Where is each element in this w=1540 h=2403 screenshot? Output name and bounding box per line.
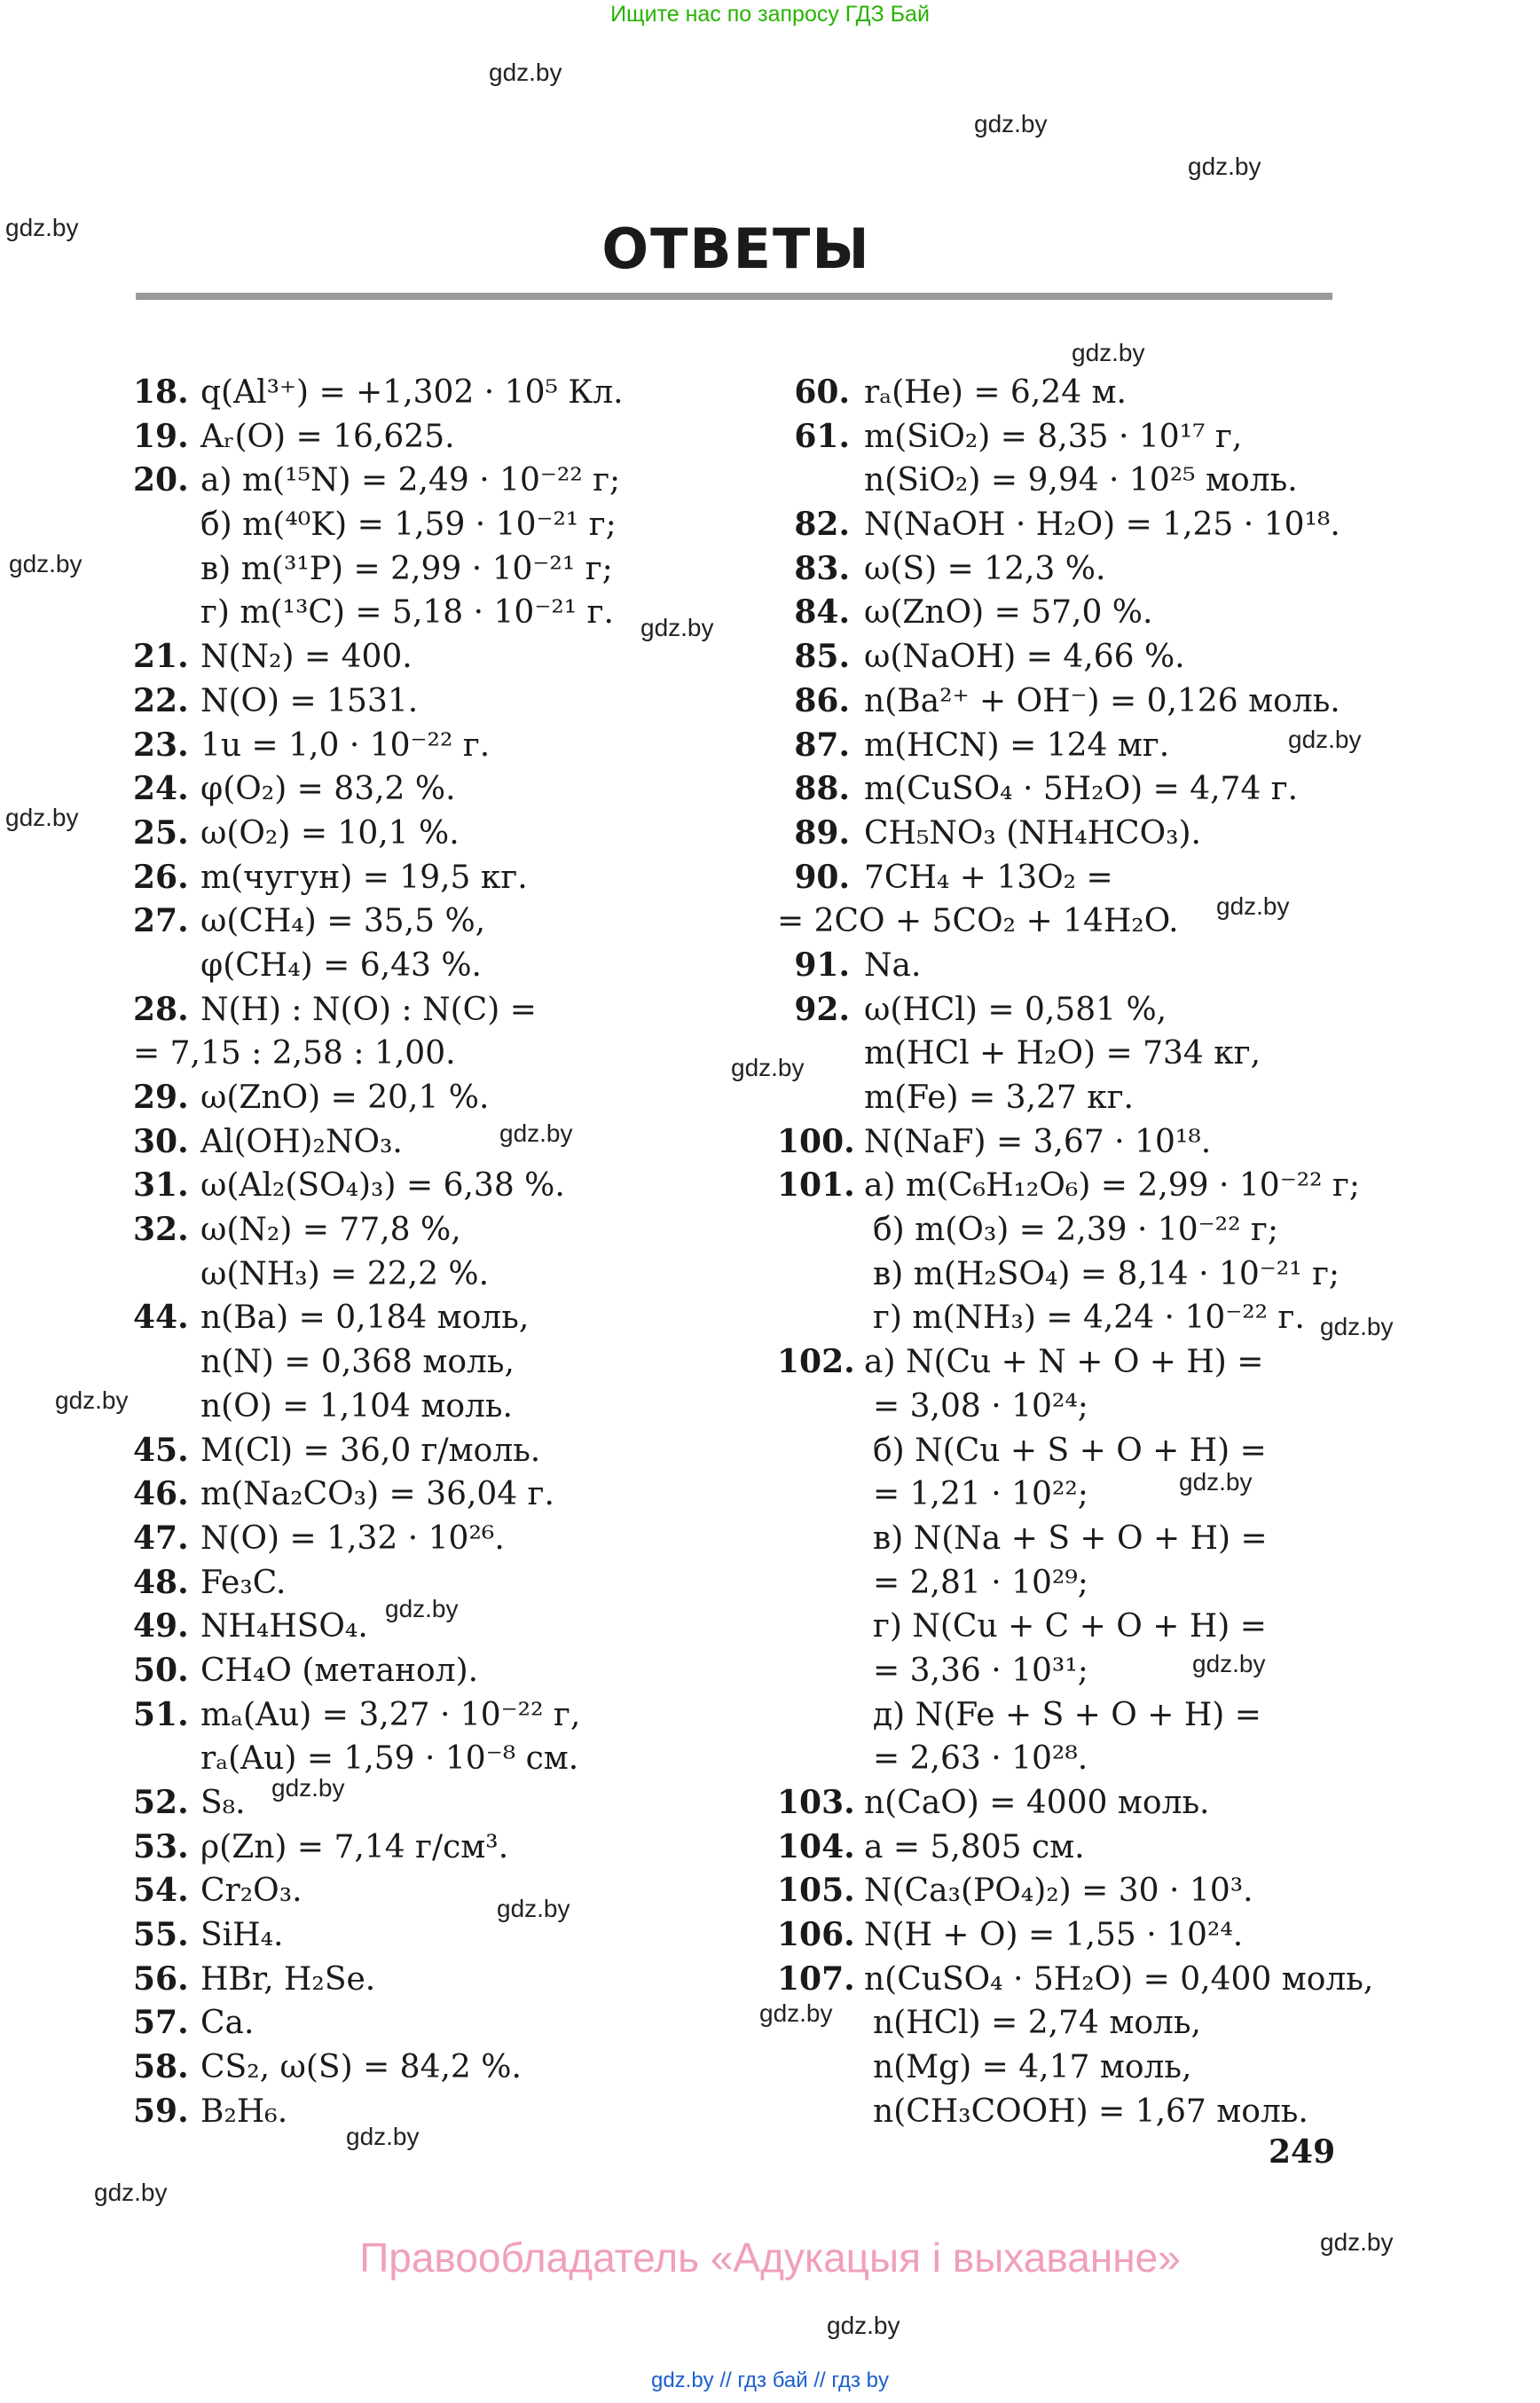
answer-line xyxy=(777,547,1451,592)
answer-line xyxy=(133,1385,754,1429)
answer-line xyxy=(133,2046,754,2090)
answer-text: φ(O₂) = 83,2 %. xyxy=(200,771,456,808)
watermark: gdz.by xyxy=(827,2312,900,2339)
answer-text: = 2,63 · 10²⁸. xyxy=(873,1740,1088,1778)
answer-number: 32. xyxy=(133,1211,189,1249)
answer-text: CH₄O (метанол). xyxy=(200,1652,479,1689)
footer-links[interactable]: gdz.by // гдз бай // гдз by xyxy=(650,2368,890,2392)
answer-line xyxy=(133,2001,754,2046)
answer-number: 50. xyxy=(133,1651,189,1689)
answer-text: ω(ZnO) = 20,1 %. xyxy=(200,1080,490,1116)
answer-line xyxy=(133,1781,754,1826)
answer-number: 44. xyxy=(133,1299,189,1337)
answer-text: n(CuSO₄ · 5H₂O) = 0,400 моль, xyxy=(864,1960,1374,1998)
answer-text: N(H + O) = 1,55 · 10²⁴. xyxy=(864,1917,1244,1954)
answer-number: 105. xyxy=(777,1872,855,1910)
answer-text: б) m(⁴⁰K) = 1,59 · 10⁻²¹ г; xyxy=(200,507,617,544)
answer-line xyxy=(777,2090,1451,2134)
answer-number: 82. xyxy=(794,506,850,544)
answer-number: 85. xyxy=(794,638,850,676)
answer-text: rₐ(He) = 6,24 м. xyxy=(864,374,1127,411)
answer-number: 101. xyxy=(777,1166,855,1205)
answer-text: N(O) = 1531. xyxy=(200,682,419,719)
answer-number: 60. xyxy=(794,373,850,411)
watermark: gdz.by xyxy=(759,1999,833,2027)
answer-text: а) m(¹⁵N) = 2,49 · 10⁻²² г; xyxy=(200,462,621,499)
answer-line xyxy=(777,1517,1451,1561)
answer-number: 47. xyxy=(133,1519,189,1557)
answer-text: S₈. xyxy=(200,1785,246,1821)
answer-number: 102. xyxy=(777,1343,855,1381)
answer-text: Na. xyxy=(864,946,922,984)
answer-text: Aᵣ(O) = 16,625. xyxy=(200,418,455,455)
answer-line xyxy=(133,1693,754,1738)
answer-text: CS₂, ω(S) = 84,2 %. xyxy=(200,2049,522,2086)
answer-text: ω(NH₃) = 22,2 %. xyxy=(200,1255,490,1292)
answer-text: = 2,81 · 10²⁹; xyxy=(873,1564,1088,1601)
answer-number: 88. xyxy=(794,770,850,808)
watermark: gdz.by xyxy=(640,614,714,641)
answer-line xyxy=(133,856,754,900)
answer-line xyxy=(777,1164,1451,1208)
answer-line xyxy=(777,988,1451,1033)
answer-number: 86. xyxy=(794,681,850,719)
answer-number: 26. xyxy=(133,858,189,896)
answer-text: Al(OH)₂NO₃. xyxy=(200,1123,403,1160)
answer-number: 87. xyxy=(794,726,850,764)
answer-line xyxy=(777,856,1451,900)
answer-text: а) N(Cu + N + O + H) = xyxy=(864,1344,1264,1381)
answer-line xyxy=(133,459,754,503)
answer-text: n(CaO) = 4000 моль. xyxy=(864,1785,1210,1821)
answer-line xyxy=(777,679,1451,724)
answer-number: 89. xyxy=(794,813,850,852)
watermark: gdz.by xyxy=(5,804,79,831)
answer-number: 90. xyxy=(794,858,850,896)
answer-text: n(Ba²⁺ + OH⁻) = 0,126 моль. xyxy=(864,682,1340,719)
watermark: gdz.by xyxy=(1216,892,1290,920)
answer-text: ω(ZnO) = 57,0 %. xyxy=(864,594,1153,632)
answer-line xyxy=(777,1913,1451,1958)
answer-line xyxy=(777,1340,1451,1385)
answer-line xyxy=(777,1826,1451,1870)
answer-text: φ(CH₄) = 6,43 %. xyxy=(200,946,482,984)
answer-line xyxy=(133,635,754,679)
answer-text: Ca. xyxy=(200,2005,255,2042)
watermark: gdz.by xyxy=(731,1054,805,1081)
answer-text: n(N) = 0,368 моль, xyxy=(200,1344,515,1381)
answer-number: 56. xyxy=(133,1959,189,1998)
answer-text: mₐ(Au) = 3,27 · 10⁻²² г, xyxy=(200,1696,581,1733)
answer-number: 61. xyxy=(794,417,850,455)
answer-text: n(Ba) = 0,184 моль, xyxy=(200,1300,530,1337)
answer-line xyxy=(133,1472,754,1517)
answer-line xyxy=(133,1826,754,1870)
answer-text: N(N₂) = 400. xyxy=(200,639,412,676)
answer-line xyxy=(777,1076,1451,1120)
watermark: gdz.by xyxy=(9,550,82,577)
watermark: gdz.by xyxy=(1179,1468,1253,1496)
answer-text: m(HCN) = 124 мг. xyxy=(864,726,1170,764)
answer-number: 22. xyxy=(133,681,189,719)
answer-number: 53. xyxy=(133,1827,189,1865)
answer-number: 18. xyxy=(133,373,189,411)
answer-line xyxy=(133,1913,754,1958)
answer-line xyxy=(133,415,754,459)
answer-line xyxy=(777,812,1451,856)
answer-number: 103. xyxy=(777,1784,855,1821)
watermark: gdz.by xyxy=(1188,153,1261,180)
answer-line xyxy=(133,1164,754,1208)
answer-line xyxy=(777,1208,1451,1253)
watermark: gdz.by xyxy=(497,1895,570,1922)
answer-line xyxy=(777,899,1451,944)
answer-text: q(Al³⁺) = +1,302 · 10⁵ Кл. xyxy=(200,374,624,411)
answer-line xyxy=(777,1781,1451,1826)
answer-text: CH₅NO₃ (NH₄HCO₃). xyxy=(864,814,1202,852)
answer-line xyxy=(777,1958,1451,2002)
answer-text: N(Ca₃(PO₄)₂) = 30 · 10³. xyxy=(864,1873,1253,1910)
answer-number: 84. xyxy=(794,593,850,632)
answer-text: a = 5,805 см. xyxy=(864,1828,1085,1865)
answer-number: 28. xyxy=(133,990,189,1028)
answer-line xyxy=(133,812,754,856)
watermark: gdz.by xyxy=(1320,1313,1394,1340)
answer-line xyxy=(777,1385,1451,1429)
watermark: gdz.by xyxy=(1320,2228,1394,2256)
watermark: gdz.by xyxy=(346,2123,420,2150)
answer-line xyxy=(777,591,1451,635)
answer-line xyxy=(777,1472,1451,1517)
watermark: gdz.by xyxy=(55,1386,129,1414)
answer-text: ω(Al₂(SO₄)₃) = 6,38 %. xyxy=(200,1167,565,1205)
answer-line xyxy=(777,1429,1451,1473)
answer-line xyxy=(133,1649,754,1693)
answer-line xyxy=(777,503,1451,547)
copyright-notice: Правообладатель «Адукацыя і выхаванне» xyxy=(359,2234,1181,2281)
answer-line xyxy=(777,724,1451,768)
answer-number: 30. xyxy=(133,1122,189,1160)
answer-text: = 3,08 · 10²⁴; xyxy=(873,1387,1088,1425)
answer-text: д) N(Fe + S + O + H) = xyxy=(873,1696,1261,1733)
answer-number: 52. xyxy=(133,1784,189,1821)
answer-number: 23. xyxy=(133,726,189,764)
answer-text: n(O) = 1,104 моль. xyxy=(200,1387,513,1425)
answer-text: б) m(O₃) = 2,39 · 10⁻²² г; xyxy=(873,1212,1278,1249)
answer-text: m(Na₂CO₃) = 36,04 г. xyxy=(200,1476,554,1513)
answer-number: 21. xyxy=(133,638,189,676)
answer-line xyxy=(133,1296,754,1340)
answer-line xyxy=(133,2090,754,2134)
answer-number: 104. xyxy=(777,1827,855,1865)
answer-number: 46. xyxy=(133,1475,189,1513)
answer-text: = 2CO + 5CO₂ + 14H₂O. xyxy=(777,903,1179,940)
answers-right-column xyxy=(777,371,1451,2134)
answer-line xyxy=(777,2001,1451,2046)
answer-line xyxy=(777,415,1451,459)
answer-number: 59. xyxy=(133,2092,189,2130)
answer-line xyxy=(133,1032,754,1076)
answer-text: 1u = 1,0 · 10⁻²² г. xyxy=(200,726,491,764)
answer-text: ω(N₂) = 77,8 %, xyxy=(200,1212,461,1249)
answer-text: Cr₂O₃. xyxy=(200,1873,302,1910)
answer-text: а) m(C₆H₁₂O₆) = 2,99 · 10⁻²² г; xyxy=(864,1167,1361,1205)
watermark: gdz.by xyxy=(385,1595,459,1622)
watermark: gdz.by xyxy=(94,2179,168,2206)
answer-number: 29. xyxy=(133,1079,189,1116)
answer-text: Fe₃C. xyxy=(200,1564,287,1601)
answer-text: г) m(¹³C) = 5,18 · 10⁻²¹ г. xyxy=(200,594,614,632)
title-rule xyxy=(136,293,1332,300)
answer-line xyxy=(777,767,1451,812)
answer-line xyxy=(133,1517,754,1561)
answer-line xyxy=(133,724,754,768)
page-title: ОТВЕТЫ xyxy=(601,216,871,281)
answer-number: 107. xyxy=(777,1959,855,1998)
answer-line xyxy=(777,1253,1451,1297)
answer-text: в) m(³¹P) = 2,99 · 10⁻²¹ г; xyxy=(200,550,613,587)
answer-text: в) m(H₂SO₄) = 8,14 · 10⁻²¹ г; xyxy=(873,1255,1340,1292)
answer-line xyxy=(133,679,754,724)
answer-text: m(SiO₂) = 8,35 · 10¹⁷ г, xyxy=(864,418,1243,455)
answer-line xyxy=(133,767,754,812)
answer-text: rₐ(Au) = 1,59 · 10⁻⁸ см. xyxy=(200,1740,579,1778)
answer-text: г) N(Cu + C + O + H) = xyxy=(873,1608,1267,1645)
answer-number: 58. xyxy=(133,2048,189,2086)
answer-line xyxy=(777,1869,1451,1913)
answer-line xyxy=(133,1076,754,1120)
answer-line xyxy=(777,1649,1451,1693)
answer-text: HBr, H₂Se. xyxy=(200,1960,376,1998)
answer-line xyxy=(777,944,1451,988)
answer-number: 100. xyxy=(777,1122,855,1160)
answer-text: ω(S) = 12,3 %. xyxy=(864,550,1106,587)
answer-text: m(чугун) = 19,5 кг. xyxy=(200,859,528,896)
answer-text: ω(O₂) = 10,1 %. xyxy=(200,814,460,852)
answer-line xyxy=(133,547,754,592)
watermark: gdz.by xyxy=(1192,1650,1266,1677)
answer-line xyxy=(133,899,754,944)
answer-line xyxy=(777,1605,1451,1649)
watermark: gdz.by xyxy=(499,1119,573,1147)
answer-text: N(NaOH · H₂O) = 1,25 · 10¹⁸. xyxy=(864,507,1340,544)
answer-number: 25. xyxy=(133,813,189,852)
answer-line xyxy=(777,635,1451,679)
answer-line xyxy=(133,988,754,1033)
answer-number: 24. xyxy=(133,770,189,808)
answer-text: 7CH₄ + 13O₂ = xyxy=(864,859,1113,896)
answer-number: 20. xyxy=(133,461,189,499)
answer-text: n(HCl) = 2,74 моль, xyxy=(873,2005,1201,2042)
answer-text: = 1,21 · 10²²; xyxy=(873,1476,1088,1513)
answer-line xyxy=(133,371,754,415)
answer-text: г) m(NH₃) = 4,24 · 10⁻²² г. xyxy=(873,1300,1305,1337)
answer-number: 106. xyxy=(777,1916,855,1954)
answer-text: ω(CH₄) = 35,5 %, xyxy=(200,903,486,940)
answer-line xyxy=(777,1693,1451,1738)
answer-text: б) N(Cu + S + O + H) = xyxy=(873,1432,1267,1469)
answer-line xyxy=(133,1958,754,2002)
answer-text: ρ(Zn) = 7,14 г/см³. xyxy=(200,1828,509,1865)
answer-number: 27. xyxy=(133,902,189,940)
answer-text: = 7,15 : 2,58 : 1,00. xyxy=(133,1035,456,1072)
answer-line xyxy=(777,1737,1451,1781)
watermark: gdz.by xyxy=(974,110,1048,137)
answer-line xyxy=(133,1340,754,1385)
answer-text: n(CH₃COOH) = 1,67 моль. xyxy=(873,2093,1308,2130)
top-banner[interactable]: Ищите нас по запросу ГДЗ Бай xyxy=(610,2,930,27)
answer-line xyxy=(133,1253,754,1297)
answer-line xyxy=(777,1561,1451,1606)
answer-text: SiH₄. xyxy=(200,1917,284,1954)
answer-text: = 3,36 · 10³¹; xyxy=(873,1652,1088,1689)
answer-line xyxy=(777,2046,1451,2090)
answer-number: 19. xyxy=(133,417,189,455)
answer-line xyxy=(133,1120,754,1165)
watermark: gdz.by xyxy=(1288,726,1362,753)
answer-number: 51. xyxy=(133,1695,189,1733)
answer-line xyxy=(133,944,754,988)
answer-number: 31. xyxy=(133,1166,189,1205)
answer-line xyxy=(133,503,754,547)
answers-left-column xyxy=(133,371,754,2134)
answer-line xyxy=(133,1869,754,1913)
answer-text: n(Mg) = 4,17 моль, xyxy=(873,2049,1192,2086)
answer-text: ω(HCl) = 0,581 %, xyxy=(864,991,1167,1028)
answer-line xyxy=(777,1120,1451,1165)
answer-line xyxy=(133,1561,754,1606)
answer-number: 57. xyxy=(133,2004,189,2042)
answer-text: M(Cl) = 36,0 г/моль. xyxy=(200,1432,541,1469)
answer-number: 49. xyxy=(133,1607,189,1645)
answer-text: m(Fe) = 3,27 кг. xyxy=(864,1080,1134,1116)
watermark: gdz.by xyxy=(1072,339,1145,366)
answer-line xyxy=(133,1429,754,1473)
answer-line xyxy=(133,1208,754,1253)
watermark: gdz.by xyxy=(489,59,562,86)
answer-line xyxy=(133,1737,754,1781)
answer-text: N(O) = 1,32 · 10²⁶. xyxy=(200,1520,505,1557)
answer-text: ω(NaOH) = 4,66 %. xyxy=(864,639,1185,676)
answer-number: 45. xyxy=(133,1431,189,1469)
answer-number: 48. xyxy=(133,1563,189,1601)
answer-text: N(H) : N(O) : N(C) = xyxy=(200,991,537,1028)
answer-number: 92. xyxy=(794,990,850,1028)
answer-text: в) N(Na + S + O + H) = xyxy=(873,1520,1268,1557)
answer-number: 91. xyxy=(794,946,850,984)
answer-number: 54. xyxy=(133,1872,189,1910)
answer-text: NH₄HSO₄. xyxy=(200,1608,368,1645)
page-number: 249 xyxy=(1269,2133,1336,2171)
watermark: gdz.by xyxy=(5,214,79,241)
answer-line xyxy=(777,371,1451,415)
answer-text: N(NaF) = 3,67 · 10¹⁸. xyxy=(864,1123,1212,1160)
answer-text: m(HCl + H₂O) = 734 кг, xyxy=(864,1035,1261,1072)
answer-line xyxy=(777,459,1451,503)
answer-text: m(CuSO₄ · 5H₂O) = 4,74 г. xyxy=(864,771,1299,808)
answer-number: 55. xyxy=(133,1916,189,1954)
answer-text: B₂H₆. xyxy=(200,2093,288,2130)
answer-line xyxy=(133,591,754,635)
watermark: gdz.by xyxy=(271,1774,345,1802)
answer-number: 83. xyxy=(794,549,850,587)
answer-line xyxy=(777,1296,1451,1340)
answer-line xyxy=(133,1605,754,1649)
answer-text: n(SiO₂) = 9,94 · 10²⁵ моль. xyxy=(864,462,1298,499)
answer-line xyxy=(777,1032,1451,1076)
